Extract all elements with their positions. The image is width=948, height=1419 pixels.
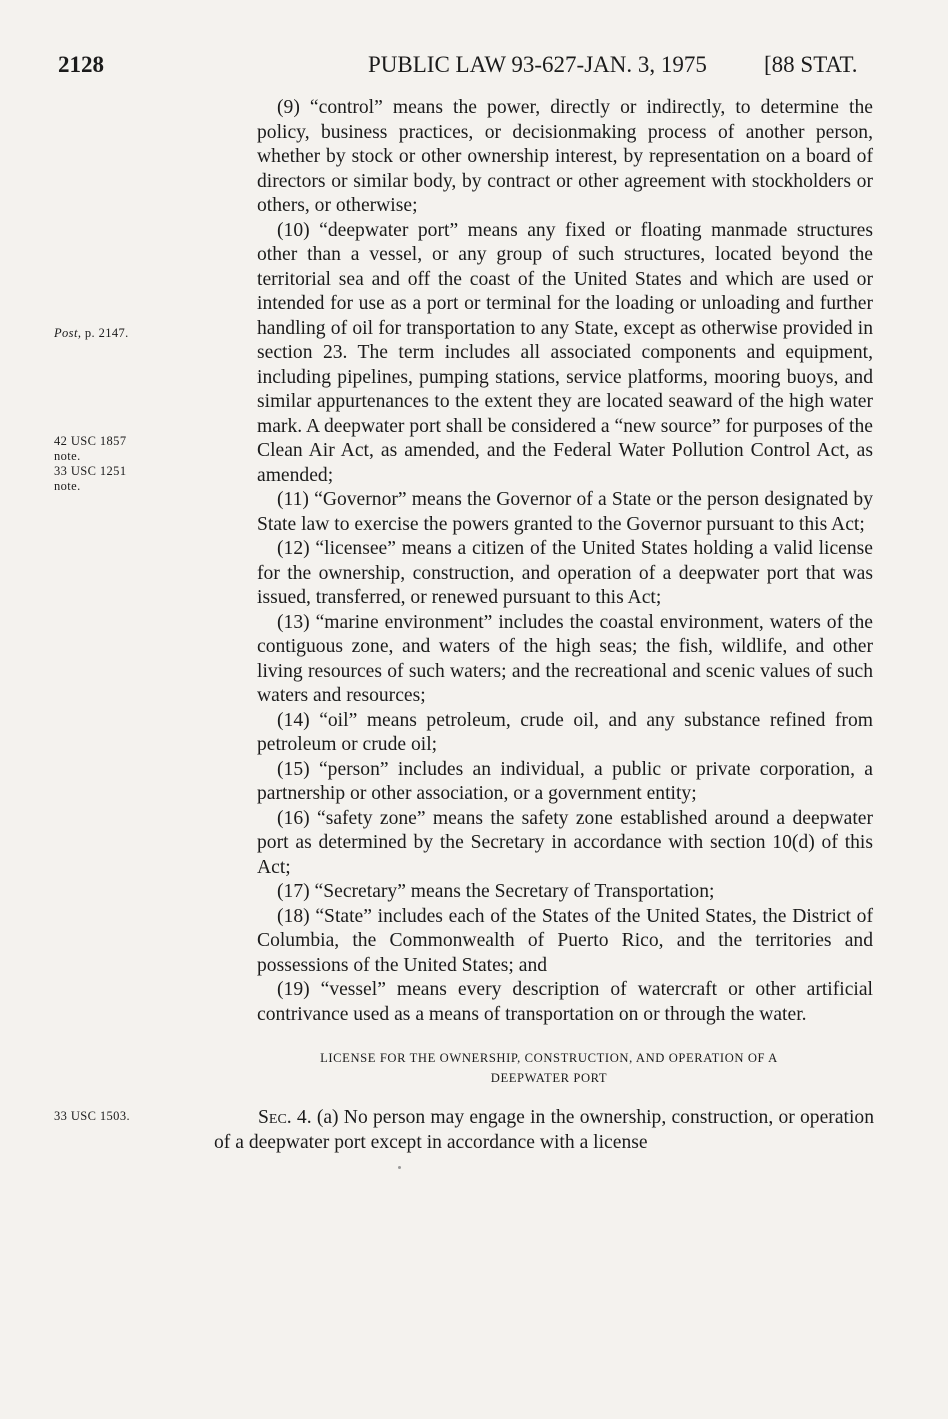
- section-paragraph: [214, 1106, 874, 1155]
- header-title: PUBLIC LAW 93-627-JAN. 3, 1975: [368, 52, 707, 77]
- margin-note-post: [54, 326, 129, 341]
- margin-note-citation: 33 USC 1503.: [54, 1109, 130, 1123]
- section-heading-line: DEEPWATER PORT: [490, 1071, 608, 1085]
- margin-note-usc-1857: [54, 434, 126, 494]
- margin-note-post-ref: p. 2147.: [81, 326, 129, 340]
- section-heading-line: LICENSE FOR THE OWNERSHIP, CONSTRUCTION, AND OPERATION OF A: [320, 1051, 778, 1065]
- definition-paragraph: (18) “State” includes each of the States of the United States, the District of Columbia, the Commonwealth of Puerto Rico, and the territories and possessions of the United States; and: [257, 905, 873, 976]
- definition-paragraph: (15) “person” includes an individual, a public or private corporation, a partnership or other association, or a government entity;: [257, 758, 873, 804]
- definition-paragraph: (16) “safety zone” means the safety zone established around a deepwater port as determined by the Secretary in accordance with section 10(d) of this Act;: [257, 807, 873, 878]
- margin-note-note: note.: [54, 449, 81, 463]
- section-label: Sec. 4.: [258, 1107, 312, 1128]
- definition-paragraph: (11) “Governor” means the Governor of a State or the person designated by State law to exercise the powers granted to the Governor pursuant to this Act;: [257, 489, 873, 535]
- definition-paragraph: (19) “vessel” means every description of watercraft or other artificial contrivance used as a means of transportation on or through the water.: [257, 979, 873, 1025]
- statute-volume: [88 STAT.: [764, 52, 858, 77]
- margin-note-citation: 42 USC 1857: [54, 434, 127, 448]
- section-4-text: [214, 1106, 874, 1155]
- section-heading: [218, 1048, 880, 1088]
- page-number: 2128: [58, 52, 104, 77]
- margin-note-note: note.: [54, 479, 81, 493]
- margin-note-post-label: Post,: [54, 326, 82, 340]
- running-header: [0, 52, 948, 86]
- scan-speck: [398, 1166, 401, 1169]
- definition-paragraph: (13) “marine environment” includes the coastal environment, waters of the contiguous zone, and waters of the high seas; the fish, wildlife, and other living resources of such waters; and the recreational and scenic values of such waters and resources;: [257, 611, 873, 706]
- definition-paragraph: (14) “oil” means petroleum, crude oil, and any substance refined from petroleum or crude oil;: [257, 709, 873, 755]
- definitions-body: [257, 96, 873, 1027]
- definition-paragraph: (9) “control” means the power, directly or indirectly, to determine the policy, business practices, or decisionmaking process of another person, whether by stock or other ownership interest, by representation on a board of directors or similar body, by contract or other agreement with stockholders or others, or otherwise;: [257, 97, 873, 216]
- margin-note-usc-1503: [54, 1109, 130, 1124]
- margin-note-citation: 33 USC 1251: [54, 464, 127, 478]
- section-body: (a) No person may engage in the ownership, construction, or operation of a deepwater port except in accordance with a license: [214, 1107, 874, 1153]
- definition-paragraph: (17) “Secretary” means the Secretary of Transportation;: [277, 881, 715, 902]
- definition-paragraph: (10) “deepwater port” means any fixed or floating manmade structures other than a vessel, or any group of such structures, located beyond the territorial sea and off the coast of the United States and which are used or intended for use as a port or terminal for the loading or unloading and further handling of oil for transportation to any State, except as otherwise provided in section 23. The term includes all associated components and equipment, including pipelines, pumping stations, service platforms, mooring buoys, and similar appurtenances to the extent they are located seaward of the high water mark. A deepwater port shall be considered a “new source” for purposes of the Clean Air Act, as amended, and the Federal Water Pollution Control Act, as amended;: [257, 219, 873, 486]
- definition-paragraph: (12) “licensee” means a citizen of the United States holding a valid license for the ownership, construction, and operation of a deepwater port that was issued, transferred, or renewed pursuant to this Act;: [257, 538, 873, 608]
